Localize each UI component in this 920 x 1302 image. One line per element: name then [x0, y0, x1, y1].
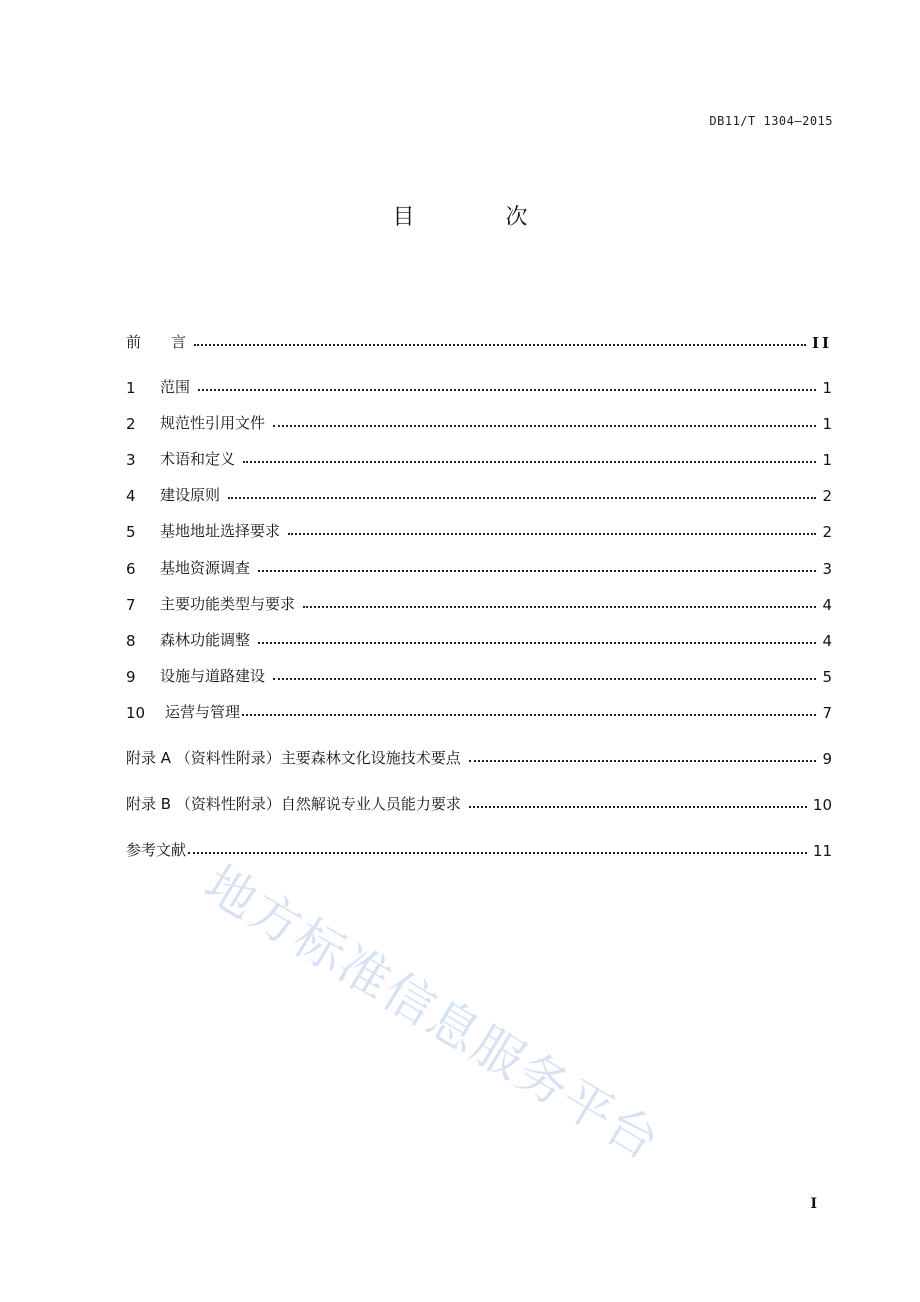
watermark: 地方标准信息服务平台 — [194, 854, 671, 1172]
toc-entry-appendix-a[interactable] — [126, 744, 832, 768]
toc-page-number: 1 — [822, 451, 832, 469]
toc-entry-label: 附录 A （资料性附录）主要森林文化设施技术要点 — [126, 749, 461, 767]
toc-entry-foreword[interactable] — [126, 328, 832, 352]
toc-entry-label: 基地资源调查 — [160, 559, 251, 577]
toc-leader-dots — [258, 642, 816, 644]
toc-leader-dots — [194, 344, 806, 346]
toc-entry-label: 范围 — [160, 378, 191, 396]
toc-entry-number: 6 — [126, 560, 136, 578]
toc-page-number: 2 — [822, 523, 832, 541]
toc-entry-label: 森林功能调整 — [160, 631, 251, 649]
toc-entry-number: 9 — [126, 668, 136, 686]
toc-entry-appendix-b[interactable] — [126, 790, 832, 814]
toc-entry-number: 7 — [126, 596, 136, 614]
toc-entry-label: 主要功能类型与要求 — [160, 595, 296, 613]
toc-entry-number: 8 — [126, 632, 136, 650]
toc-entry-label: 参考文献 — [126, 841, 187, 859]
toc-leader-dots — [288, 533, 816, 535]
toc-page-number: 1 — [822, 379, 832, 397]
toc-entry-7[interactable] — [126, 590, 832, 614]
toc-entry-label: 附录 B （资料性附录）自然解说专业人员能力要求 — [126, 795, 461, 813]
toc-entry-label: 建设原则 — [160, 486, 221, 504]
toc-leader-dots — [228, 497, 816, 499]
toc-entry-4[interactable] — [126, 481, 832, 505]
toc-leader-dots — [242, 714, 816, 716]
toc-entry-label: 运营与管理 — [165, 703, 241, 721]
page-title: 目 次 — [392, 205, 570, 230]
toc-entry-number: 2 — [126, 415, 136, 433]
toc-entry-6[interactable] — [126, 554, 832, 578]
toc-entry-number: 1 — [126, 379, 136, 397]
toc-entry-number: 4 — [126, 487, 136, 505]
toc-leader-dots — [243, 461, 816, 463]
toc-entry-label: 术语和定义 — [160, 450, 236, 468]
document-code: DB11/T 1304—2015 — [709, 114, 833, 128]
toc-entry-label: 基地地址选择要求 — [160, 522, 281, 540]
toc-leader-dots — [188, 852, 807, 854]
toc-leader-dots — [469, 760, 817, 762]
toc-page-number: 11 — [812, 842, 832, 860]
toc-entry-8[interactable] — [126, 626, 832, 650]
toc-entry-5[interactable] — [126, 517, 832, 541]
toc-entry-label: 规范性引用文件 — [160, 414, 266, 432]
toc-leader-dots — [469, 806, 807, 808]
toc-page-number: 1 — [822, 415, 832, 433]
toc-entry-1[interactable] — [126, 373, 832, 397]
toc-entry-3[interactable] — [126, 445, 832, 469]
toc-leader-dots — [258, 570, 816, 572]
toc-page-number: 7 — [822, 704, 832, 722]
toc-entry-9[interactable] — [126, 662, 832, 686]
toc-page-number: 4 — [822, 632, 832, 650]
toc-leader-dots — [273, 678, 816, 680]
toc-entry-10[interactable] — [126, 698, 832, 722]
toc-entry-number: 5 — [126, 523, 136, 541]
toc-leader-dots — [303, 606, 816, 608]
toc-page-number: 2 — [822, 487, 832, 505]
toc-leader-dots — [198, 389, 816, 391]
page-number: I — [810, 1196, 817, 1212]
toc-entry-2[interactable] — [126, 409, 832, 433]
toc-page-number: II — [811, 334, 832, 352]
toc-entry-bibliography[interactable] — [126, 836, 832, 860]
toc-page-number: 3 — [822, 560, 832, 578]
toc-entry-number: 10 — [126, 704, 146, 722]
toc-page-number: 5 — [822, 668, 832, 686]
toc-entry-label: 前 言 — [126, 333, 187, 351]
toc-page-number: 4 — [822, 596, 832, 614]
toc-entry-number: 3 — [126, 451, 136, 469]
toc-page-number: 10 — [812, 796, 832, 814]
toc-leader-dots — [273, 425, 816, 427]
toc-page-number: 9 — [822, 750, 832, 768]
toc-entry-label: 设施与道路建设 — [160, 667, 266, 685]
